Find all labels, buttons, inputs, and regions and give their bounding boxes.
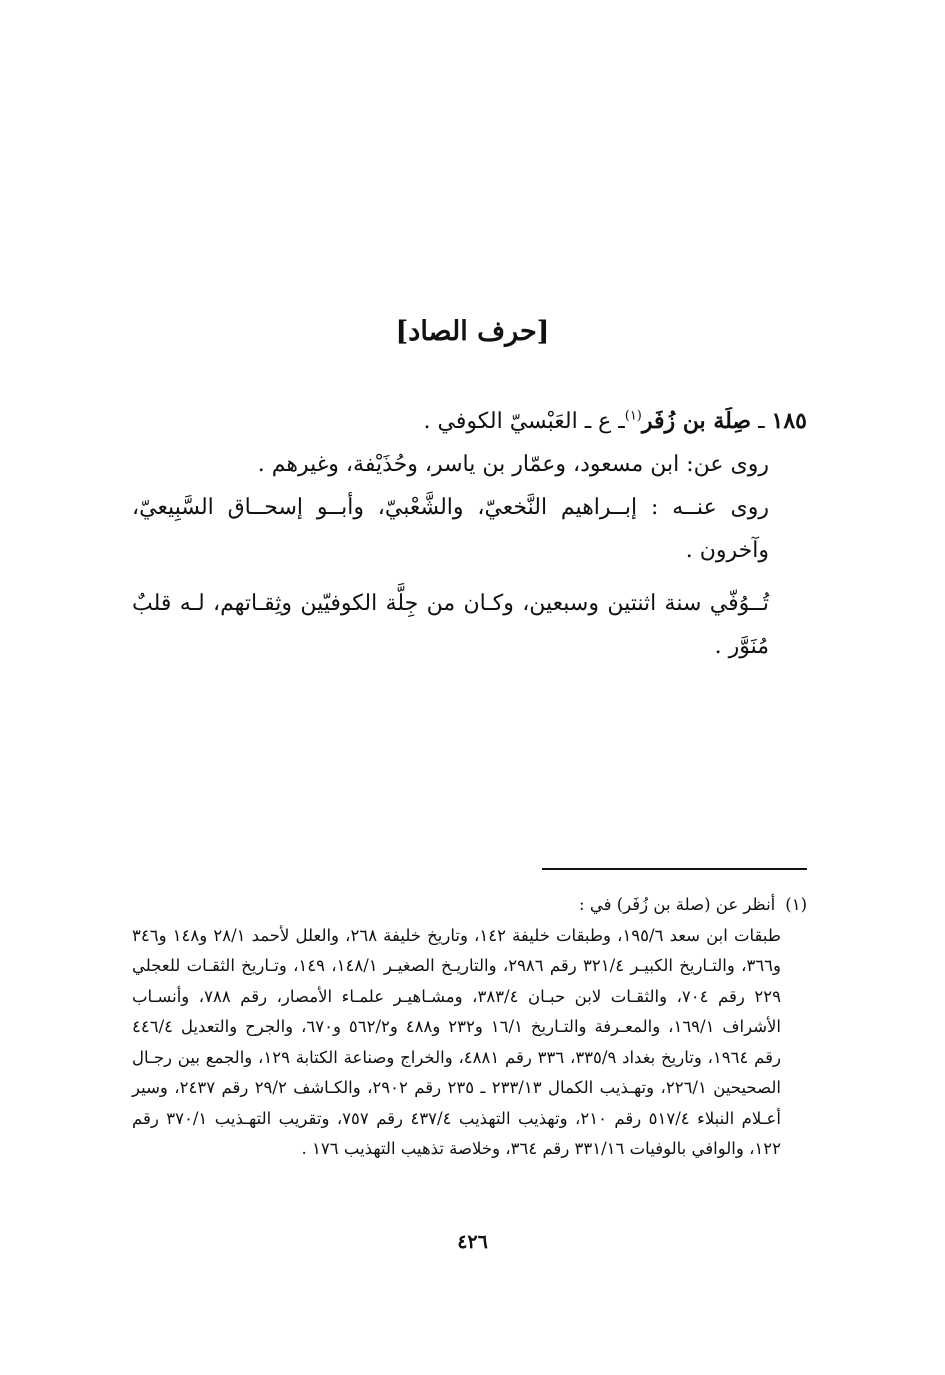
entry-number: ١٨٥ bbox=[771, 408, 807, 434]
footnotes bbox=[132, 890, 807, 1165]
death-note: تُــوُفّي سنة اثنتين وسبعين، وكـان من جِلَّة الكوفيّين وثِقـاتهم، لـه قلبٌ مُنَوَّر . bbox=[132, 591, 769, 659]
footnote-number: (١) bbox=[785, 895, 807, 914]
page-number: ٤٢٦ bbox=[457, 1231, 488, 1253]
entry-separator: ـ bbox=[751, 409, 772, 434]
narrated-from: روى عن: ابن مسعود، وعمّار بن ياسر، وحُذَيْفة، وغيرهم . bbox=[257, 452, 769, 477]
entry-name: صِلَة بن زُفَر bbox=[641, 408, 752, 434]
footnote-sources: طبقات ابن سعد ١٩٥/٦، وطبقات خليفة ١٤٢، وتاريخ خليفة ٢٦٨، والعلل لأحمد ٢٨/١ و١٤٨ و٣٤٦ و٣٦٦، والتـاريخ الكبيـر ٣٢١/٤ رقم ٢٩٨٦، والتاريـخ الصغيـر ١٤٨/١، ١٤٩، وتـاريخ الثقـات للعجلي ٢٢٩ رقم ٧٠٤، والثقـات لابن حبـان ٣٨٣/٤، ومشـاهيـر علمـاء الأمصار، رقم ٧٨٨، وأنسـاب الأشراف ١٦٩/١، والمعـرفة والتـاريخ ١٦/١ و٢٣٢ و٤٨٨ و٥٦٢/٢ و٦٧٠، والجرح والتعديل ٤٤٦/٤ رقم ١٩٦٤، وتاريخ بغداد ٣٣٥/٩، ٣٣٦ رقم ٤٨٨١، والخراج وصناعة الكتابة ١٢٩، والجمع بين رجـال الصحيحين ٢٢٦/١، وتهـذيب الكمال ٢٣٣/١٣ ـ ٢٣٥ رقم ٢٩٠٢، والكـاشف ٢٩/٢ رقم ٢٤٣٧، وسير أعـلام النبلاء ٥١٧/٤ رقم ٢١٠، وتهذيب التهذيب ٤٣٧/٤ رقم ٧٥٧، وتقريب التهـذيب ٣٧٠/١ رقم ١٢٢، والوافي بالوفيات ٣٣١/١٦ رقم ٣٦٤، وخلاصة تذهيب التهذيب ١٧٦ . bbox=[132, 925, 782, 1158]
narrated-by: روى عنــه : إبــراهيم النَّخعيّ، والشَّعْبيّ، وأبــو إسحــاق السَّبِيعيّ، وآخرون . bbox=[132, 495, 769, 563]
section-title: [حرف الصاد] bbox=[395, 316, 550, 347]
biography-entry bbox=[132, 400, 807, 668]
footnote-marker[interactable]: (١) bbox=[624, 408, 642, 424]
footnote-divider bbox=[542, 868, 807, 870]
footnote-intro-text: أنظر عن (صلة بن زُفَر) في : bbox=[579, 895, 776, 914]
entry-nisba: ـ ع ـ العَبْسيّ الكوفي . bbox=[423, 409, 625, 434]
entry-heading bbox=[132, 400, 807, 443]
footnote-intro bbox=[132, 890, 807, 921]
